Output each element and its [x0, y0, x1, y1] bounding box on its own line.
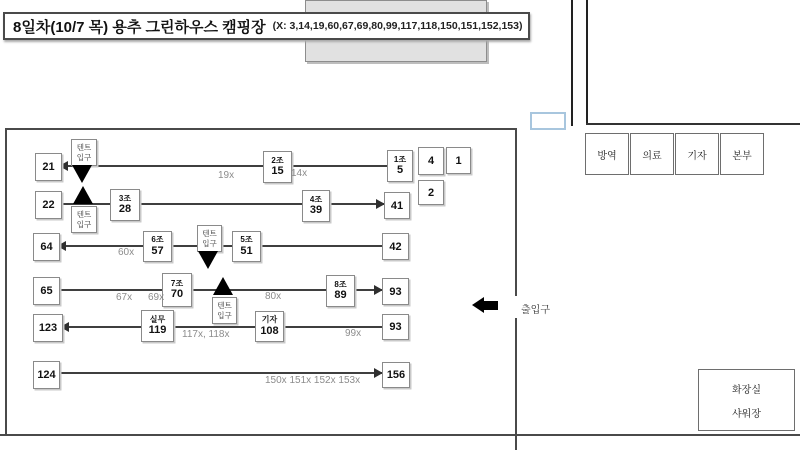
tent-entrance-box [212, 297, 237, 324]
site-box-156 [382, 362, 410, 388]
boundary-line [586, 0, 588, 124]
triangle-up-icon [73, 186, 93, 204]
group-label: 6조 [151, 235, 164, 245]
site-number: 156 [386, 369, 406, 381]
group-box-1jo [387, 150, 413, 182]
triangle-up-icon [213, 277, 233, 295]
group-label: 8조 [334, 279, 347, 289]
site-box-22 [35, 191, 62, 219]
tent-entrance-box [197, 225, 222, 252]
site-number: 65 [40, 285, 53, 297]
site-number: 93 [389, 285, 402, 298]
count-label-69x: 69x [148, 292, 165, 303]
boundary-line [586, 123, 800, 125]
count-label-19x: 19x [218, 170, 235, 181]
group-box-4jo [302, 190, 330, 222]
group-label: 7조 [170, 278, 184, 288]
site-box-93b [382, 314, 409, 340]
site-box-93 [382, 278, 409, 305]
group-label: 3조 [118, 193, 132, 203]
site-box-65 [33, 277, 60, 305]
triangle-down-icon [198, 251, 218, 269]
entrance-arrow-icon [472, 297, 498, 314]
admin-box-label: 방역 [597, 150, 617, 162]
admin-box-press [675, 133, 719, 175]
group-label: 기자 [261, 315, 278, 325]
row2-line [60, 203, 384, 205]
site-number: 51 [240, 244, 253, 257]
title-code-list: (X: 3,14,19,60,67,69,80,99,117,118,150,151,152,153) [272, 20, 523, 32]
site-number: 119 [148, 324, 167, 337]
tent-label: 텐트 [202, 229, 217, 239]
site-box-124 [33, 361, 60, 389]
count-label-60x: 60x [118, 247, 135, 258]
site-number: 4 [427, 155, 435, 167]
arrow-tail [483, 301, 498, 310]
site-number: 41 [390, 199, 404, 212]
site-number: 64 [40, 241, 53, 253]
title-box [3, 12, 530, 40]
row1-line [60, 165, 387, 167]
entrance-label: 출입구 [521, 305, 550, 316]
tent-entrance-box [71, 206, 97, 233]
site-number: 21 [42, 161, 55, 173]
site-number: 70 [170, 288, 184, 301]
admin-box-label: 본부 [732, 150, 752, 162]
site-box-1 [446, 147, 471, 174]
admin-box-label: 기자 [687, 150, 707, 162]
tent-label: 텐트 [76, 210, 92, 220]
entrance-word-label: 입구 [76, 152, 92, 162]
count-label-67x: 67x [116, 292, 133, 303]
map-border-bottom [0, 434, 800, 436]
site-number: 2 [427, 186, 435, 199]
site-box-41 [384, 192, 410, 219]
site-box-4 [418, 147, 444, 175]
count-label-80x: 80x [265, 291, 282, 302]
site-number: 15 [271, 165, 284, 178]
tent-entrance-box [71, 139, 97, 166]
site-number: 89 [334, 289, 347, 302]
site-box-64 [33, 233, 60, 261]
tent-label: 텐트 [76, 143, 92, 153]
group-box-6jo [143, 231, 172, 262]
admin-box-label: 의료 [642, 150, 662, 162]
site-box-2 [418, 180, 444, 205]
row6-line [58, 372, 382, 374]
group-label: 4조 [309, 194, 323, 204]
site-number: 123 [38, 322, 58, 334]
site-number: 1 [455, 154, 462, 167]
site-number: 5 [396, 164, 404, 177]
tent-label: 텐트 [217, 301, 232, 311]
group-box-8jo [326, 275, 355, 307]
group-box-press [255, 311, 284, 342]
group-box-7jo [162, 273, 192, 307]
group-box-3jo [110, 189, 140, 221]
admin-box-quarantine [585, 133, 629, 175]
entrance-word-label: 입구 [202, 238, 217, 248]
count-label-99x: 99x [345, 328, 362, 339]
site-number: 28 [118, 203, 132, 216]
site-box-42 [382, 233, 409, 260]
admin-box-hq [720, 133, 764, 175]
group-box-staff [141, 310, 174, 342]
site-number: 42 [389, 240, 402, 253]
restroom-label: 화장실 [732, 384, 761, 396]
group-label: 1조 [393, 154, 407, 164]
group-label: 2조 [271, 155, 284, 165]
group-box-5jo [232, 231, 261, 262]
facility-box [698, 369, 795, 431]
site-number: 108 [260, 324, 279, 337]
map-border-left [5, 128, 7, 436]
count-label-14x: 14x [291, 168, 308, 179]
shower-label: 샤워장 [732, 408, 761, 420]
group-box-2jo [263, 151, 292, 183]
site-number: 124 [37, 369, 56, 381]
site-number: 93 [389, 321, 402, 333]
count-label-150x-153x: 150x 151x 152x 153x [265, 375, 361, 386]
row5-line [61, 326, 382, 328]
map-border-right-upper [515, 128, 517, 296]
count-label-117x-118x: 117x, 118x [182, 329, 230, 340]
site-number: 39 [309, 204, 323, 217]
entrance-word-label: 입구 [76, 219, 92, 229]
map-border-top [5, 128, 517, 130]
group-label: 5조 [240, 235, 253, 245]
site-number: 22 [42, 199, 55, 211]
site-box-21 [35, 153, 62, 181]
entrance-word-label: 입구 [217, 310, 232, 320]
site-number: 57 [151, 244, 164, 257]
page-title: 8일차(10/7 목) 용추 그린하우스 캠핑장 [13, 18, 266, 36]
triangle-down-icon [72, 165, 92, 183]
blue-marker-box [530, 112, 566, 130]
group-label: 실무 [149, 314, 166, 324]
map-border-right-lower [515, 318, 517, 450]
site-box-123 [33, 314, 63, 342]
boundary-line [571, 0, 573, 126]
admin-box-medical [630, 133, 674, 175]
